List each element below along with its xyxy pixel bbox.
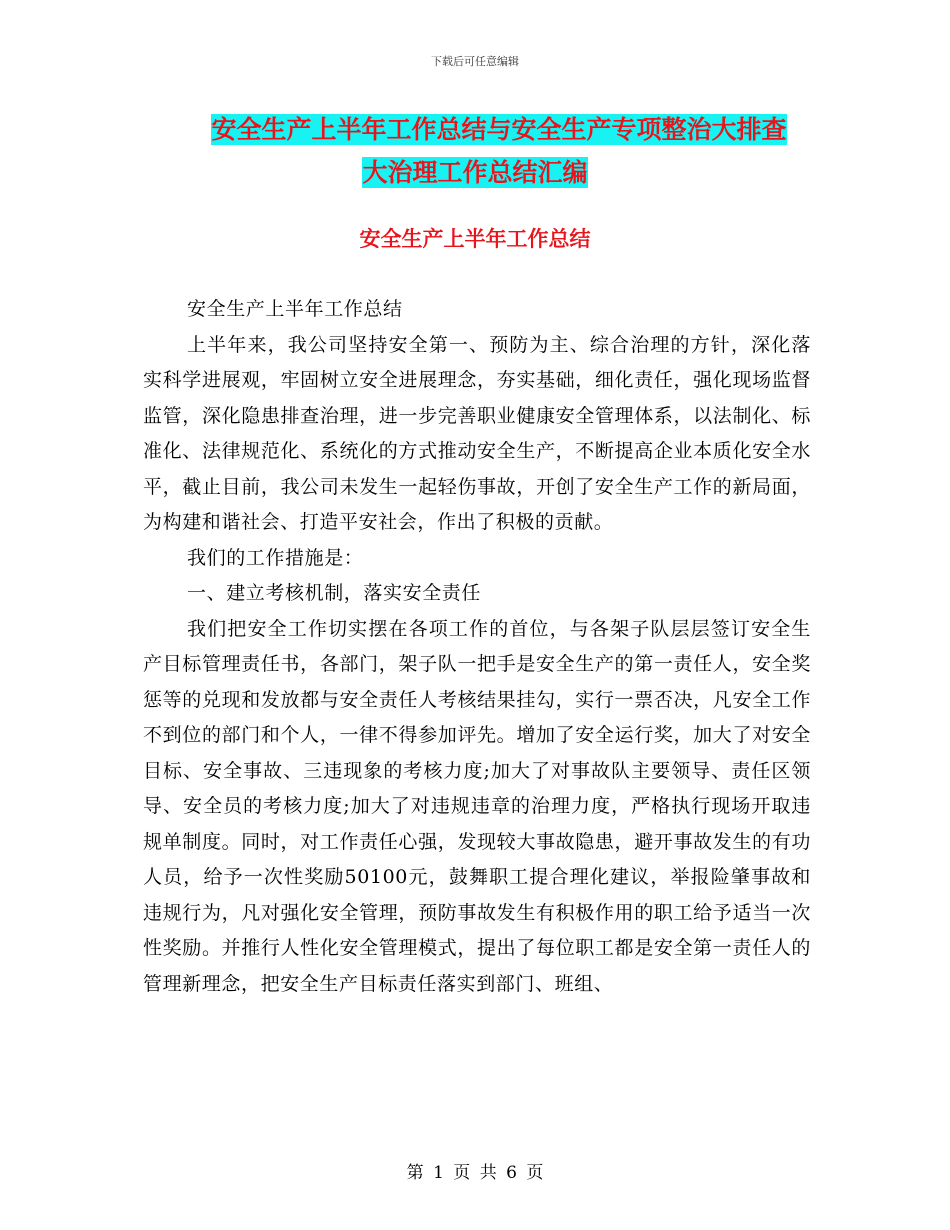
document-title-line-1-text: 安全生产上半年工作总结与安全生产专项整治大排查 (211, 115, 787, 144)
document-title-line-1 (24, 115, 950, 145)
paragraph-section-1-body: 我们把安全工作切实摆在各项工作的首位，与各架子队层层签订安全生产目标管理责任书，各部门，架子队一把手是安全生产的第一责任人，安全奖惩等的兑现和发放都与安全责任人考核结果挂勾，实行一票否决，凡安全工作不到位的部门和个人，一律不得参加评先。增加了安全运行奖，加大了对安全目标、安全事故、三违现象的考核力度;加大了对事故队主要领导、责任区领导、安全员的考核力度;加大了对违规违章的治理力度，严格执行现场开取违规单制度。同时，对工作责任心强，发现较大事故隐患，避开事故发生的有功人员，给予一次性奖励50100元，鼓舞职工提合理化建议，举报险肇事故和违规行为，凡对强化安全管理，预防事故发生有积极作用的职工给予适当一次性奖励。并推行人性化安全管理模式，提出了每位职工都是安全第一责任人的管理新理念，把安全生产目标责任落实到部门、班组、 (143, 617, 811, 995)
page-footer-number: 第 1 页 共 6 页 (406, 1163, 544, 1183)
paragraph-intro: 上半年来，我公司坚持安全第一、预防为主、综合治理的方针，深化落实科学进展观，牢固树立安全进展理念，夯实基础，细化责任，强化现场监督监管，深化隐患排查治理，进一步完善职业健康安全管理体系，以法制化、标准化、法律规范化、系统化的方式推动安全生产，不断提高企业本质化安全水平，截止目前，我公司未发生一起轻伤事故，开创了安全生产工作的新局面，为构建和谐社会、打造平安社会，作出了积极的贡献。 (143, 333, 811, 533)
section-title: 安全生产上半年工作总结 (359, 227, 591, 251)
paragraph-measures-lead: 我们的工作措施是： (187, 546, 364, 569)
document-body (143, 292, 811, 1002)
paragraph-heading-1: 一、建立考核机制，落实安全责任 (187, 582, 482, 604)
paragraph-subtitle: 安全生产上半年工作总结 (187, 298, 403, 320)
page-header-note: 下载后可任意编辑 (431, 55, 519, 68)
document-title-line-2 (0, 158, 950, 188)
document-title-line-2-text: 大治理工作总结汇编 (362, 158, 588, 187)
